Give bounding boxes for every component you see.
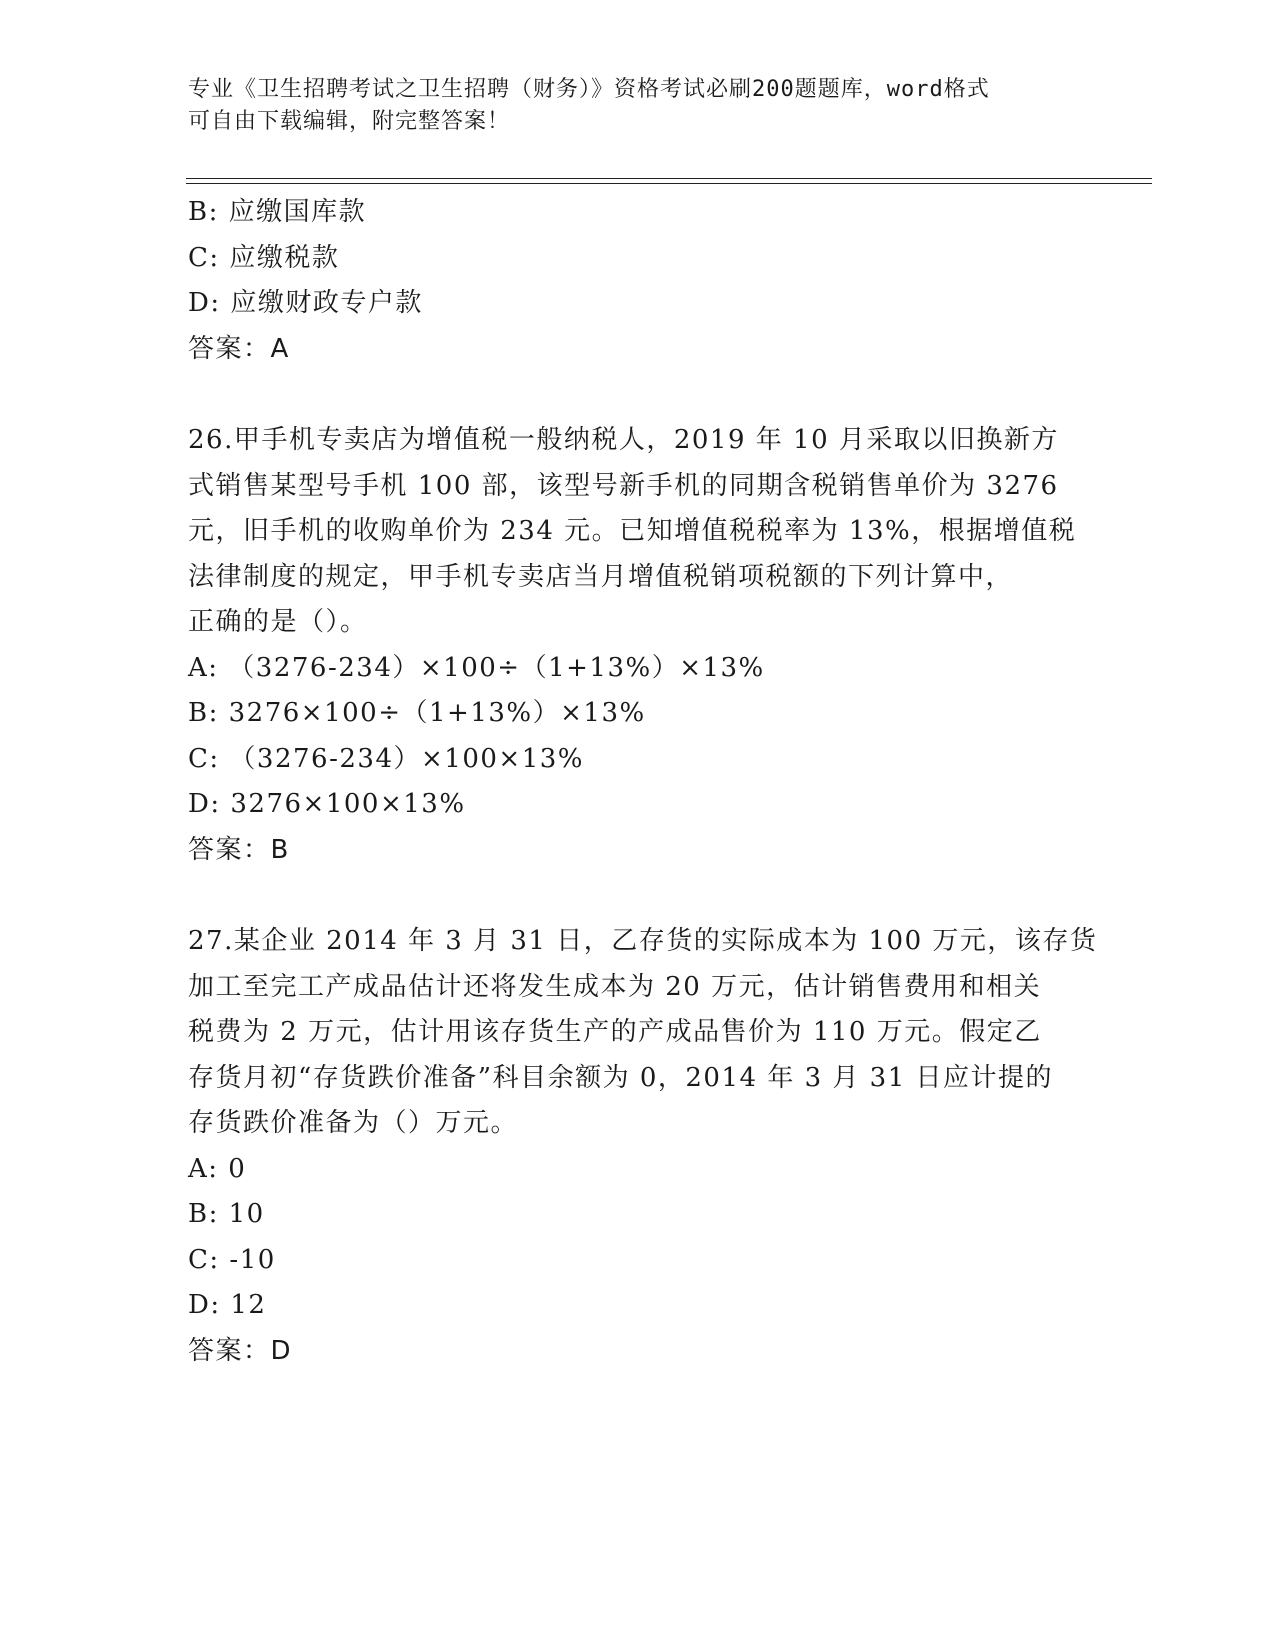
question-content: [188, 190, 1098, 1374]
question-27: [188, 919, 1098, 1374]
answer-line: 答案：D: [188, 1335, 293, 1366]
question-text-line: 式销售某型号手机 100 部，该型号新手机的同期含税销售单价为 3276: [188, 470, 1059, 501]
answer-line: 答案：A: [188, 333, 290, 364]
document-header: [188, 74, 1088, 138]
question-text-line: 27.某企业 2014 年 3 月 31 日，乙存货的实际成本为 100 万元，该存货: [188, 926, 1098, 956]
option-b: B: 应缴国库款: [188, 197, 367, 227]
option-a: A: （3276-234）×100÷（1+13%）×13%: [188, 652, 765, 683]
option-a: A: 0: [188, 1153, 247, 1184]
spacer: [188, 372, 1088, 418]
option-c: C: -10: [188, 1244, 276, 1275]
answer-line: 答案：B: [188, 834, 290, 865]
option-d: D: 3276×100×13%: [188, 789, 466, 819]
previous-question-tail: [188, 190, 1088, 372]
option-b: B: 10: [188, 1199, 265, 1229]
header-title-line-2: 可自由下载编辑，附完整答案！: [188, 109, 511, 134]
question-26: [188, 418, 1088, 873]
question-text-line: 正确的是（）。: [188, 607, 368, 637]
option-c: C: 应缴税款: [188, 242, 340, 273]
header-divider-top: [186, 178, 1152, 179]
question-text-line: 26.甲手机专卖店为增值税一般纳税人，2019 年 10 月采取以旧换新方: [188, 425, 1059, 455]
question-text-line: 存货月初“存货跌价准备”科目余额为 0，2014 年 3 月 31 日应计提的: [188, 1062, 1054, 1093]
option-d: D: 12: [188, 1290, 267, 1320]
option-c: C: （3276-234）×100×13%: [188, 743, 584, 774]
option-d: D: 应缴财政专户款: [188, 288, 423, 318]
question-text-line: 加工至完工产成品估计还将发生成本为 20 万元，估计销售费用和相关: [188, 971, 1042, 1002]
question-text-line: 法律制度的规定，甲手机专卖店当月增值税销项税额的下列计算中，: [188, 561, 1014, 592]
question-text-line: 税费为 2 万元，估计用该存货生产的产成品售价为 110 万元。假定乙: [188, 1017, 1042, 1047]
header-divider-bottom: [186, 183, 1152, 184]
header-title-line-1: 专业《卫生招聘考试之卫生招聘（财务）》资格考试必刷200题题库，word格式: [188, 77, 990, 102]
question-text-line: 元，旧手机的收购单价为 234 元。已知增值税税率为 13%，根据增值税: [188, 516, 1077, 546]
spacer: [188, 873, 1088, 919]
question-text-line: 存货跌价准备为（）万元。: [188, 1108, 519, 1138]
option-b: B: 3276×100÷（1+13%）×13%: [188, 698, 646, 728]
